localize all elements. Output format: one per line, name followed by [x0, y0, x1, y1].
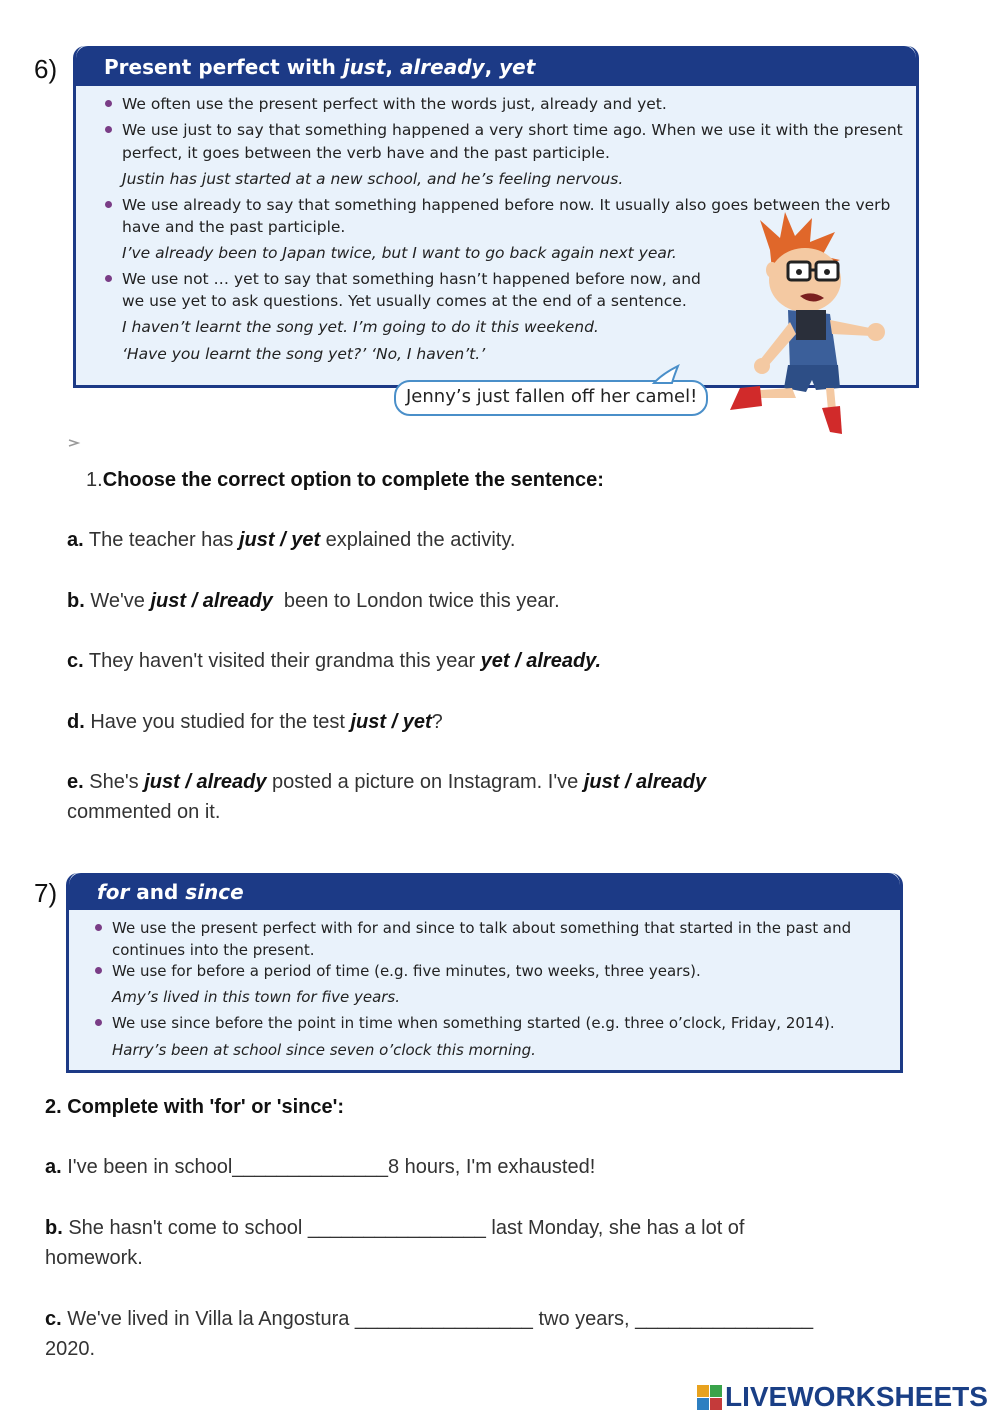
rule-line: we use yet to ask questions. Yet usually comes at the end of a sentence. [122, 292, 687, 310]
example-line: Harry’s been at school since seven o’clock this morning. [112, 1041, 536, 1059]
answer-options[interactable]: just / already [150, 590, 273, 612]
example-line: ‘Have you learnt the song yet?’ ‘No, I haven’t.’ [122, 345, 486, 363]
rule-line: continues into the present. [112, 941, 315, 959]
bullet-icon [105, 201, 112, 208]
answer-options[interactable]: just / yet [350, 711, 432, 733]
question-2c-continued: 2020. [45, 1338, 96, 1360]
bullet-icon [95, 1019, 102, 1026]
question-a [67, 529, 515, 552]
exercise-2-heading [45, 1096, 344, 1119]
question-e-continued: commented on it. [67, 801, 221, 823]
rule-line: perfect, it goes between the verb have and the past participle. [122, 144, 610, 162]
question-text: They haven't visited their grandma this year [83, 650, 481, 672]
question-label: d. [67, 711, 85, 733]
question-2b-continued: homework. [45, 1247, 143, 1269]
section-7-number: 7) [34, 878, 58, 908]
question-label: e. [67, 771, 84, 793]
example-line: Justin has just started at a new school, and he’s feeling nervous. [122, 170, 624, 188]
bullet-icon [95, 967, 102, 974]
grammar-box-title [69, 873, 900, 910]
exercise-1-heading [86, 469, 604, 492]
question-label: b. [45, 1217, 63, 1239]
question-text: been to London twice this year. [272, 590, 560, 612]
small-arrow-mark-icon [68, 438, 84, 448]
question-e [67, 771, 706, 794]
question-text: She's [83, 771, 145, 793]
question-2b [45, 1217, 744, 1240]
question-c [67, 650, 601, 673]
section-6-number: 6) [34, 54, 58, 84]
rule-line: We use not … yet to say that something hasn’t happened before now, and [122, 270, 701, 288]
rule-line: We use already to say that something happened before now. It usually also goes between the verb [122, 196, 891, 214]
rule-line: We use for before a period of time (e.g. five minutes, two weeks, three years). [112, 962, 701, 980]
speech-bubble-tail-icon [650, 364, 684, 384]
exercise-1-number: 1. [86, 469, 103, 491]
bullet-icon [105, 100, 112, 107]
question-text: explained the activity. [320, 529, 516, 551]
title-yet: yet [499, 55, 536, 79]
rule-line: We use since before the point in time when something started (e.g. three o’clock, Friday, 2014). [112, 1014, 835, 1032]
bullet-icon [105, 275, 112, 282]
rule-line: We use just to say that something happened a very short time ago. When we use it with the present [122, 121, 903, 139]
answer-options[interactable]: yet / already. [480, 650, 602, 672]
logo-mark-icon [697, 1385, 722, 1410]
example-line: I haven’t learnt the song yet. I’m going to do it this weekend. [122, 318, 599, 336]
rule-line: We often use the present perfect with the words just, already and yet. [122, 95, 667, 113]
title-and: and [129, 880, 186, 904]
question-text: posted a picture on Instagram. I've [266, 771, 584, 793]
title-text: Present perfect with [104, 55, 343, 79]
title-just: just [342, 55, 386, 79]
bullet-icon [105, 126, 112, 133]
fill-blank-text[interactable]: I've been in school______________8 hours, I'm exhausted! [61, 1156, 596, 1178]
exercise-1-title: Choose the correct option to complete the sentence: [102, 469, 604, 491]
question-2a [45, 1156, 595, 1179]
logo-text: LIVEWORKSHEETS [725, 1381, 988, 1412]
question-text: ? [431, 711, 443, 733]
answer-options[interactable]: just / yet [238, 529, 321, 551]
bullet-icon [95, 924, 102, 931]
fill-blank-text[interactable]: We've lived in Villa la Angostura ________________ two years, ________________ [61, 1308, 814, 1330]
question-2c [45, 1308, 813, 1331]
question-label: b. [67, 590, 85, 612]
answer-options[interactable]: just / already [583, 771, 707, 793]
question-text: We've [84, 590, 151, 612]
example-line: I’ve already been to Japan twice, but I want to go back again next year. [122, 244, 677, 262]
rule-line: We use the present perfect with for and since to talk about something that started in the past and [112, 919, 852, 937]
title-for: for [97, 880, 130, 904]
cartoon-boy-illustration [700, 210, 895, 440]
rule-line: have and the past participle. [122, 218, 346, 236]
question-text: Have you studied for the test [84, 711, 351, 733]
example-line: Amy’s lived in this town for five years. [112, 988, 401, 1006]
exercise-2-title: 2. Complete with 'for' or 'since': [45, 1096, 345, 1118]
question-label: c. [67, 650, 84, 672]
question-label: a. [45, 1156, 62, 1178]
question-d [67, 711, 443, 734]
fill-blank-text[interactable]: She hasn't come to school ________________ last Monday, she has a lot of [62, 1217, 745, 1239]
question-b [67, 590, 560, 613]
question-label: c. [45, 1308, 62, 1330]
title-since: since [185, 880, 244, 904]
question-label: a. [67, 529, 84, 551]
question-text: The teacher has [83, 529, 239, 551]
speech-bubble: Jenny’s just fallen off her camel! [394, 380, 708, 416]
title-already: already [399, 55, 485, 79]
answer-options[interactable]: just / already [144, 771, 267, 793]
grammar-box-title: Present perfect with just, already, yet [76, 46, 916, 86]
liveworksheets-logo [697, 1381, 988, 1413]
